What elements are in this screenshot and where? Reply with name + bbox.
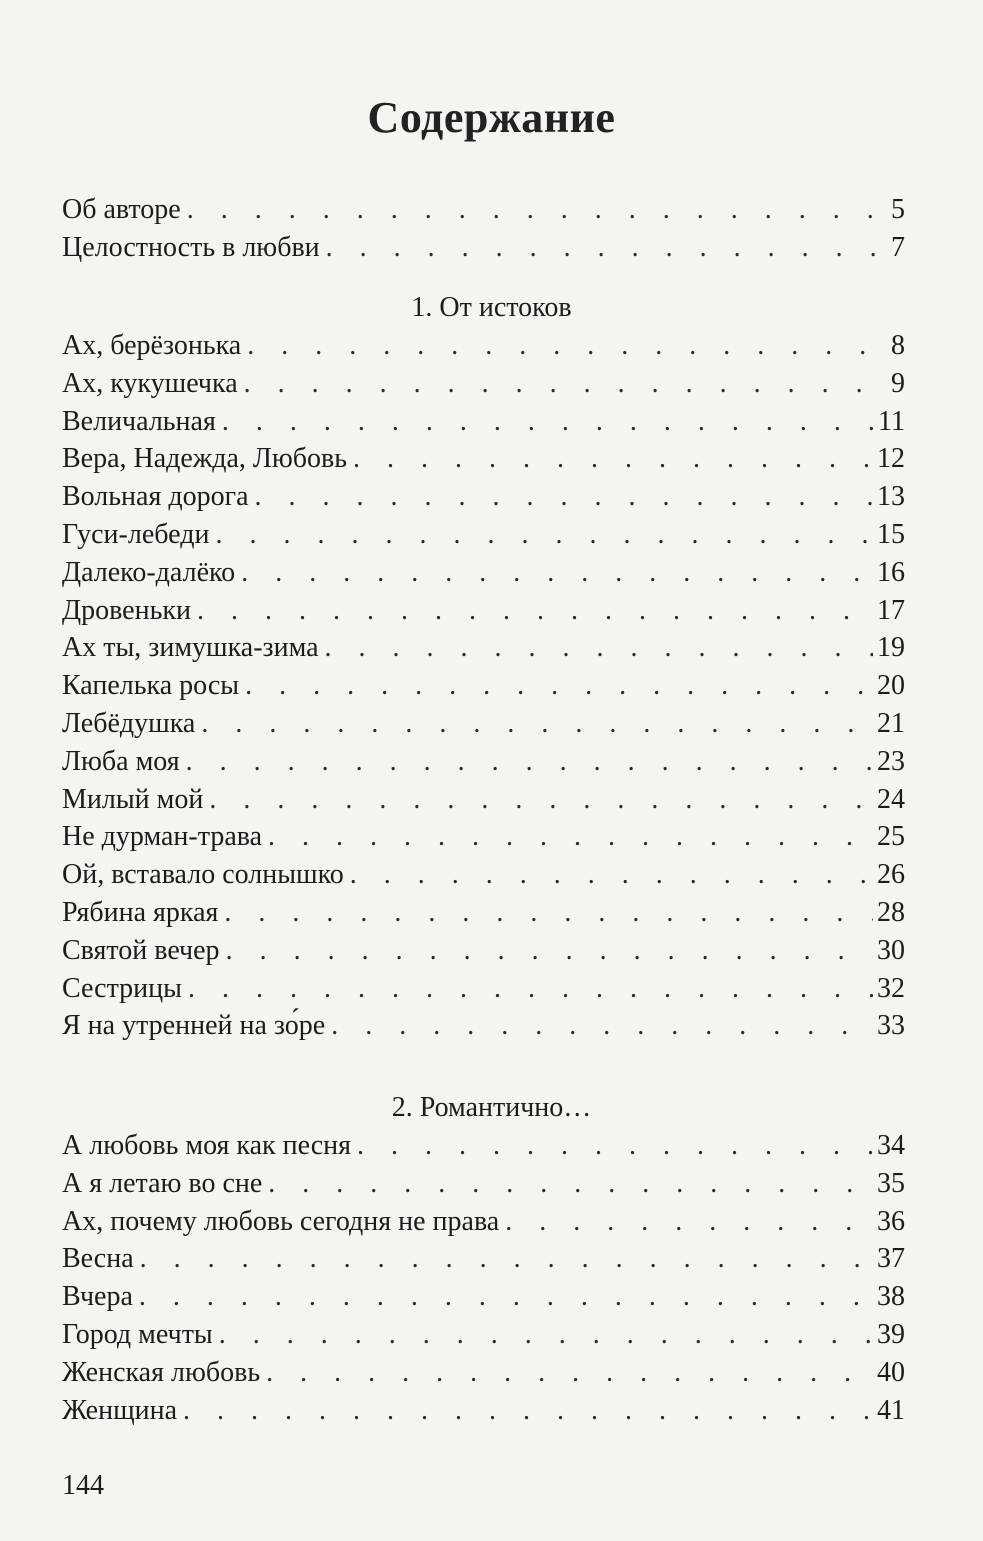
dot-leader xyxy=(255,479,874,515)
toc-entry xyxy=(62,366,905,402)
toc-entry-page: 15 xyxy=(873,517,905,553)
toc-entry-title: Вчера xyxy=(62,1279,139,1315)
toc-entry xyxy=(62,1128,905,1164)
toc-entry-title: Далеко-далёко xyxy=(62,555,241,591)
dot-leader xyxy=(350,857,873,893)
toc-entry-title: Дровеньки xyxy=(62,593,197,629)
toc-entry-page: 7 xyxy=(887,230,905,266)
toc-entry xyxy=(62,1204,905,1240)
toc-entry-page: 25 xyxy=(873,819,905,855)
toc-entry xyxy=(62,971,905,1007)
toc-entry-page: 13 xyxy=(873,479,905,515)
toc-entry xyxy=(62,230,905,266)
toc-entry-title: Ах, берёзонька xyxy=(62,328,247,364)
toc-entry-page: 11 xyxy=(874,404,905,440)
toc-entry-title: Ах, почему любовь сегодня не права xyxy=(62,1204,505,1240)
toc-entry-page: 37 xyxy=(873,1241,905,1277)
toc-entry xyxy=(62,1166,905,1202)
toc-entry xyxy=(62,1317,905,1353)
toc-entry-title: Люба моя xyxy=(62,744,186,780)
dot-leader xyxy=(505,1204,873,1240)
toc-entry-title: Ой, вставало солнышко xyxy=(62,857,350,893)
dot-leader xyxy=(209,782,873,818)
toc-entry-title: Ах ты, зимушка-зима xyxy=(62,630,325,666)
dot-leader xyxy=(357,1128,873,1164)
toc-entry-title: Лебёдушка xyxy=(62,706,201,742)
toc-entry xyxy=(62,668,905,704)
toc-entry xyxy=(62,404,905,440)
toc-entry-title: Сестрицы xyxy=(62,971,188,1007)
toc-entry xyxy=(62,1241,905,1277)
toc-entry-page: 38 xyxy=(873,1279,905,1315)
toc-entry-title: Я на утренней на зо́ре xyxy=(62,1008,331,1044)
toc-entry-title: Капелька росы xyxy=(62,668,245,704)
toc-entry xyxy=(62,933,905,969)
toc-entry-page: 30 xyxy=(873,933,905,969)
toc-entry-title: Вера, Надежда, Любовь xyxy=(62,441,353,477)
dot-leader xyxy=(244,366,887,402)
dot-leader xyxy=(183,1393,873,1429)
dot-leader xyxy=(222,404,874,440)
toc-entry xyxy=(62,706,905,742)
dot-leader xyxy=(140,1241,873,1277)
toc-entry-page: 24 xyxy=(873,782,905,818)
dot-leader xyxy=(187,192,887,228)
toc-entry-page: 21 xyxy=(873,706,905,742)
dot-leader xyxy=(188,971,873,1007)
toc-entry-page: 20 xyxy=(873,668,905,704)
toc-entry-page: 19 xyxy=(873,630,905,666)
toc-entry-page: 34 xyxy=(873,1128,905,1164)
section-heading: 2. Романтично… xyxy=(391,1092,592,1123)
dot-leader xyxy=(201,706,873,742)
toc-entry xyxy=(62,1279,905,1315)
toc-entry-page: 17 xyxy=(873,593,905,629)
dot-leader xyxy=(326,230,887,266)
toc-entry-title: Ах, кукушечка xyxy=(62,366,244,402)
toc-entry-title: Женщина xyxy=(62,1393,183,1429)
toc-entry-page: 16 xyxy=(873,555,905,591)
toc-entry xyxy=(62,630,905,666)
toc-entry xyxy=(62,479,905,515)
toc-entry-title: Город мечты xyxy=(62,1317,219,1353)
dot-leader xyxy=(268,1166,873,1202)
toc-entry-page: 40 xyxy=(873,1355,905,1391)
dot-leader xyxy=(186,744,873,780)
dot-leader xyxy=(224,895,873,931)
toc-entry-title: А любовь моя как песня xyxy=(62,1128,357,1164)
toc-entry-title: Весна xyxy=(62,1241,140,1277)
toc-entry-page: 5 xyxy=(887,192,905,228)
toc-entry-page: 41 xyxy=(873,1393,905,1429)
dot-leader xyxy=(266,1355,873,1391)
dot-leader xyxy=(245,668,873,704)
toc-entry-title: Не дурман-трава xyxy=(62,819,268,855)
toc-entry-title: Святой вечер xyxy=(62,933,226,969)
toc-entry xyxy=(62,895,905,931)
toc-entry xyxy=(62,192,905,228)
toc-entry-page: 12 xyxy=(873,441,905,477)
toc-entry-title: Об авторе xyxy=(62,192,187,228)
page-number: 144 xyxy=(62,1470,104,1501)
toc-entry xyxy=(62,328,905,364)
toc-entry xyxy=(62,555,905,591)
toc-entry xyxy=(62,517,905,553)
dot-leader xyxy=(247,328,887,364)
dot-leader xyxy=(139,1279,873,1315)
toc-entry-title: Целостность в любви xyxy=(62,230,326,266)
toc-entry-page: 9 xyxy=(887,366,905,402)
toc-entry-title: Женская любовь xyxy=(62,1355,266,1391)
toc-entry-title: Рябина яркая xyxy=(62,895,224,931)
section-heading: 1. От истоков xyxy=(411,292,572,323)
toc-entry-page: 28 xyxy=(873,895,905,931)
dot-leader xyxy=(226,933,873,969)
toc-entry-title: Милый мой xyxy=(62,782,209,818)
dot-leader xyxy=(268,819,873,855)
toc-entry xyxy=(62,1008,905,1044)
dot-leader xyxy=(331,1008,873,1044)
toc-entry-page: 26 xyxy=(873,857,905,893)
dot-leader xyxy=(215,517,873,553)
dot-leader xyxy=(353,441,873,477)
toc-entry xyxy=(62,819,905,855)
toc-entry xyxy=(62,441,905,477)
toc-entry xyxy=(62,782,905,818)
toc-entry xyxy=(62,857,905,893)
toc-entry-page: 39 xyxy=(873,1317,905,1353)
page-title: Содержание xyxy=(367,93,616,142)
toc-entry-page: 23 xyxy=(873,744,905,780)
toc-entry-title: А я летаю во сне xyxy=(62,1166,268,1202)
toc-entry-page: 36 xyxy=(873,1204,905,1240)
toc-entry-title: Гуси-лебеди xyxy=(62,517,215,553)
toc-entry-title: Вольная дорога xyxy=(62,479,255,515)
toc-entry xyxy=(62,1393,905,1429)
toc-entry xyxy=(62,1355,905,1391)
dot-leader xyxy=(325,630,873,666)
toc-entry-page: 8 xyxy=(887,328,905,364)
toc-entry-page: 32 xyxy=(873,971,905,1007)
toc-entry xyxy=(62,744,905,780)
toc-entry-page: 33 xyxy=(873,1008,905,1044)
dot-leader xyxy=(197,593,873,629)
dot-leader xyxy=(219,1317,873,1353)
toc-entry-page: 35 xyxy=(873,1166,905,1202)
toc-entry xyxy=(62,593,905,629)
dot-leader xyxy=(241,555,873,591)
toc-entry-title: Величальная xyxy=(62,404,222,440)
